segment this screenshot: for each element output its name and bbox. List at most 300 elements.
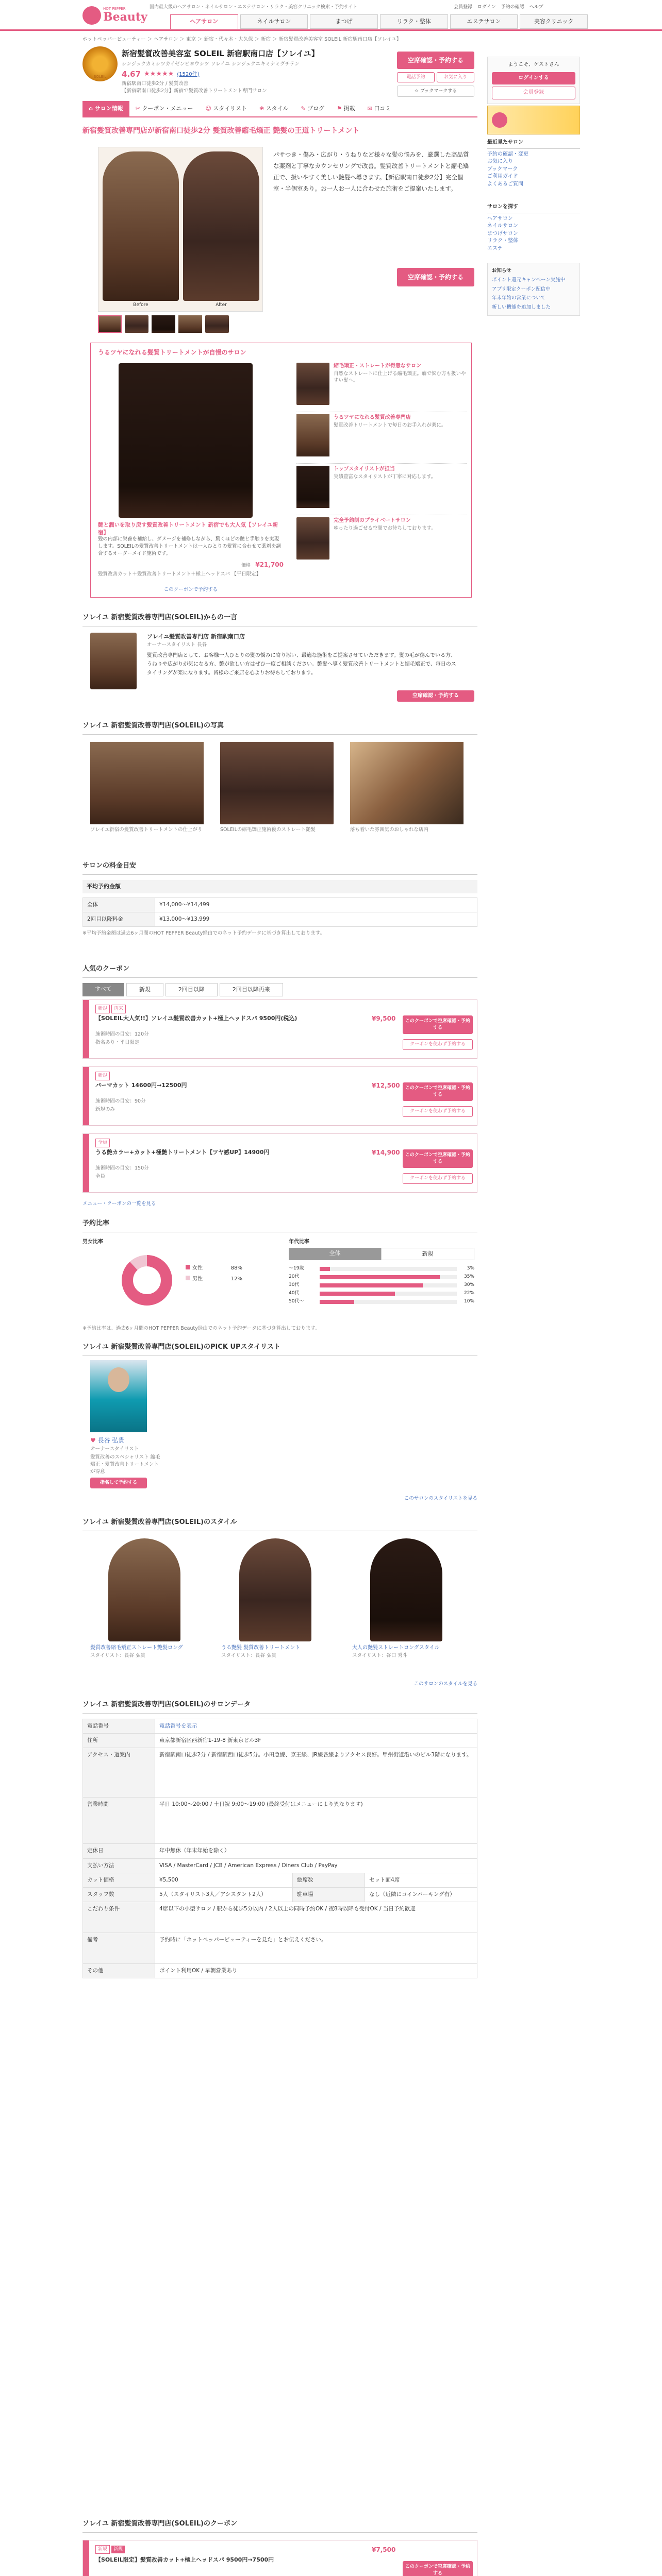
legend-row (186, 1276, 242, 1283)
feature-item[interactable] (296, 361, 467, 412)
price-value: ¥13,000～¥13,999 (155, 912, 477, 927)
coupon-title[interactable]: うる艶カラー+カット+極艶トリートメント【ツヤ感UP】14900円 (95, 1149, 270, 1156)
coupon-card (82, 1066, 477, 1126)
popular-heading: 人気のクーポン (82, 964, 477, 978)
sidebar-recent-title: 最近見たサロン (487, 139, 580, 149)
stylist-head (108, 1367, 129, 1392)
tab-salon-info-label: サロン情報 (94, 105, 123, 112)
gallery-item[interactable] (220, 742, 334, 834)
price-value: ¥14,000～¥14,499 (155, 897, 477, 912)
sidebar-notices (487, 263, 580, 316)
nav-tab-nail[interactable]: ネイルサロン (240, 14, 308, 29)
coupon-stripe (83, 1067, 89, 1125)
table-row (83, 1873, 477, 1887)
coupon-reserve-button[interactable]: このクーポンで空席確認・予約する (403, 1015, 473, 1034)
feature-item-body: 髪質改善トリートメントで毎日のお手入れが楽に。 (334, 422, 446, 428)
data-value: ¥5,500 (155, 1873, 293, 1887)
coupon-price: ¥12,500 (372, 1082, 400, 1089)
style-item[interactable] (221, 1538, 329, 1659)
style-author: スタイリスト：谷口 秀斗 (352, 1652, 408, 1658)
table-row (83, 1719, 477, 1733)
legend-value: 12% (230, 1276, 242, 1282)
age-label: 30代 (289, 1282, 300, 1288)
price-key: 全体 (83, 897, 155, 912)
legend-swatch (186, 1276, 190, 1280)
price-table (82, 897, 477, 927)
sidebar-notice[interactable]: 年末年始の営業について (492, 295, 546, 301)
data-key: 定休日 (83, 1844, 155, 1858)
feature-item-title: 縮毛矯正・ストレートが得意なサロン (334, 363, 421, 369)
logo-text: Beauty (103, 10, 147, 24)
legend-swatch (186, 1265, 190, 1269)
salon-name: 新宿髪質改善美容室 SOLEIL 新宿駅南口店【ソレイユ】 (122, 49, 319, 58)
table-row (83, 912, 477, 927)
popular-section (82, 964, 477, 996)
message-heading: ソレイユ 新宿髪質改善専門店(SOLEIL)からの一言 (82, 613, 477, 626)
age-bar (320, 1292, 395, 1296)
top-link-help[interactable]: ヘルプ (529, 5, 543, 10)
age-value: 3% (467, 1266, 474, 1272)
stylist-desc: 髪質改善のスペシャリスト 縮毛矯正・髪質改善トリートメントが得意 (90, 1454, 160, 1475)
data-key: その他 (83, 1964, 155, 1978)
feature-item[interactable] (296, 464, 467, 515)
coupon-stripe (83, 1134, 89, 1192)
after-label: After (216, 302, 227, 308)
salon-tabs (82, 101, 477, 117)
coupon-reserve-button[interactable]: このクーポンで空席確認・予約する (403, 1149, 473, 1168)
salon-data-table (82, 1719, 477, 1979)
data-value: 東京都新宿区西新宿1-19-8 新東京ビル3F (155, 1734, 477, 1748)
age-value: 35% (464, 1274, 474, 1280)
bookmark-label: ブックマークする (420, 89, 457, 94)
data-key: アクセス・道案内 (83, 1748, 155, 1798)
sidebar-login-button[interactable]: ログインする (492, 72, 575, 85)
gallery-item[interactable] (90, 742, 204, 834)
coupon-tag: 全員 (95, 1139, 110, 1147)
sidebar-notice[interactable]: ポイント還元キャンペーン実施中 (492, 277, 566, 283)
legend-label: 男性 (192, 1276, 203, 1282)
map-icon: ⚑ (337, 105, 344, 112)
data-key: スタッフ数 (83, 1887, 155, 1902)
age-bar (320, 1283, 423, 1287)
data-value: 年中無休（年末年始を除く） (155, 1844, 477, 1858)
tab-coupon-menu[interactable] (129, 101, 200, 116)
age-label: 20代 (289, 1274, 300, 1280)
coupon-cond: 新規のみ (95, 1107, 115, 1112)
styles-heading: ソレイユ 新宿髪質改善専門店(SOLEIL)のスタイル (82, 1518, 477, 1531)
salon-logo-label: SOLEIL (93, 75, 107, 79)
thumbnail[interactable] (152, 315, 175, 333)
coupon-cond: 指名あり・平日限定 (95, 1040, 140, 1045)
age-track (320, 1275, 457, 1279)
coupon-tag: 新規 (111, 2546, 125, 2553)
age-value: 30% (464, 1282, 474, 1288)
all-coupons-section (82, 2519, 477, 2538)
price-heading: サロンの料金目安 (82, 861, 477, 875)
style-photo (370, 1538, 442, 1641)
style-photo (108, 1538, 180, 1641)
tab-coupon-label: クーポン・メニュー (142, 105, 193, 112)
all-coupons-heading: ソレイユ 新宿髪質改善専門店(SOLEIL)のクーポン (82, 2519, 477, 2533)
review-count[interactable]: (1520件) (177, 71, 200, 77)
rating-value: 4.67 (122, 70, 141, 79)
data-value[interactable]: 電話番号を表示 (155, 1719, 477, 1733)
tab-salon-info[interactable] (82, 101, 129, 116)
sidebar-link[interactable]: ご利用ガイド (487, 174, 518, 179)
reserve-button[interactable]: 空席確認・予約する (397, 52, 474, 69)
table-row (83, 1798, 477, 1844)
gallery-item[interactable] (350, 742, 464, 834)
age-track (320, 1292, 457, 1296)
stylist-role: オーナースタイリスト (90, 1446, 139, 1452)
salon-rating (122, 69, 200, 80)
data-value: 5人（スタイリスト3人／アシスタント2人） (155, 1887, 293, 1902)
stylist-icon: ♥ (90, 1437, 98, 1444)
nav-tab-eyelash[interactable]: まつげ (310, 14, 378, 29)
stylist-photo[interactable] (90, 1360, 147, 1432)
age-bar (320, 1300, 354, 1304)
tab-blog[interactable] (294, 101, 330, 116)
thumb-strip (98, 315, 263, 333)
gender-donut (119, 1252, 175, 1309)
feature-item-thumb (296, 363, 329, 405)
table-row (83, 1964, 477, 1978)
data-value: 平日 10:00～20:00 / 土日祝 9:00～19:00 (最終受付はメニューにより異なります) (155, 1798, 477, 1844)
tab-reviews[interactable] (361, 101, 398, 116)
style-item[interactable] (352, 1538, 460, 1659)
nav-tab-clinic[interactable]: 美容クリニック (520, 14, 588, 29)
coupon-alt-button[interactable]: クーポンを使わず予約する (403, 1039, 473, 1050)
thumbnail[interactable] (125, 315, 148, 333)
coupon-alt-button[interactable]: クーポンを使わず予約する (403, 1173, 473, 1184)
feature-photo (119, 363, 253, 518)
person-icon: ☺ (205, 105, 213, 112)
sidebar-notice-title: お知らせ (492, 268, 511, 274)
style-author: スタイリスト：長谷 弘貴 (90, 1652, 146, 1658)
age-bar (320, 1275, 440, 1279)
popular-tabs (82, 983, 477, 996)
age-tab-all[interactable]: 全体 (289, 1248, 381, 1260)
age-row (289, 1281, 474, 1290)
coupon-stripe (83, 1000, 89, 1058)
data-key: 電話番号 (83, 1719, 155, 1733)
styles-more-link[interactable]: このサロンのスタイルを見る (413, 1681, 477, 1687)
feature-item-thumb (296, 414, 329, 456)
salon-name-kana: シンジュクカミシツカイゼンビヨウシツ ソレイユ シンジュクエキミナミグチテン (122, 61, 300, 67)
table-row (83, 897, 477, 912)
feature-item-title: 完全予約制のプライベートサロン (334, 518, 411, 523)
age-label: ～19歳 (289, 1266, 304, 1272)
popular-more-link[interactable]: メニュー・クーポンの一覧を見る (82, 1201, 156, 1207)
gallery-row (90, 742, 472, 834)
coupon-tab-new[interactable]: 新規 (126, 983, 163, 996)
age-value: 10% (464, 1299, 474, 1304)
age-bar (320, 1267, 330, 1271)
table-row (83, 1734, 477, 1748)
stylist-reserve-button[interactable]: 指名して予約する (90, 1478, 147, 1488)
price-section (82, 861, 477, 937)
thumbnail[interactable] (178, 315, 202, 333)
salon-data-section (82, 1700, 477, 1978)
age-track (320, 1267, 457, 1271)
price-value: ¥21,700 (255, 561, 284, 568)
feature-list (296, 361, 467, 567)
coupon-reserve-button[interactable]: このクーポンで空席確認・予約する (403, 1082, 473, 1101)
site-tagline: 国内最大級のヘアサロン・ネイルサロン・エステサロン・リラク・美容クリニック検索・予約サイト (150, 5, 358, 10)
stylist-name[interactable] (90, 1436, 124, 1445)
sidebar-link[interactable]: 予約の確認・変更 (487, 151, 528, 157)
coupon-tab-repeat2[interactable]: 2回目以降再来 (220, 983, 283, 996)
age-tab-new[interactable]: 新規 (381, 1248, 474, 1260)
style-title: うる艶髪 髪質改善トリートメント (221, 1645, 301, 1651)
tab-blog-label: ブログ (307, 105, 325, 112)
age-row (289, 1273, 474, 1281)
age-label: 50代～ (289, 1299, 304, 1304)
tab-style[interactable] (253, 101, 295, 116)
gallery-photo (350, 742, 464, 824)
message-reserve-button[interactable]: 空席確認・予約する (397, 690, 474, 702)
gallery-photo (90, 742, 204, 824)
coupon-card (82, 2540, 477, 2576)
gender-title: 男女比率 (82, 1239, 103, 1245)
category-nav (170, 14, 588, 29)
stats-note: ※予約比率は、過去6ヶ月間のHOT PEPPER Beauty経由でのネット予約データに基づき算出しております。 (82, 1326, 320, 1331)
age-bars (289, 1265, 474, 1306)
sidebar-search-link[interactable]: まつげサロン (487, 230, 518, 236)
stylist-heading: ソレイユ 新宿髪質改善専門店(SOLEIL)のPICK UPスタイリスト (82, 1343, 477, 1356)
data-key: 支払い方法 (83, 1858, 155, 1873)
style-title: 大人の艶髪ストレートロングスタイル (352, 1645, 440, 1651)
sidebar-search-link[interactable]: エステ (487, 245, 503, 251)
tab-stylist[interactable] (199, 101, 253, 116)
blog-icon: ✎ (301, 105, 308, 112)
salon-address-note: 【新宿駅南口徒歩2分】新宿で髪質改善トリートメント専門サロン (122, 88, 267, 94)
style-title: 髪質改善縮毛矯正ストレート艶髪ロング (90, 1645, 183, 1651)
gallery-caption: SOLEILの縮毛矯正施術後のストレート艶髪 (220, 827, 316, 833)
coupon-stripe (83, 2540, 89, 2576)
sidebar-search-link[interactable]: リラク・整体 (487, 238, 518, 244)
home-icon: ⌂ (89, 105, 95, 112)
feature-item-body: 実績豊富なスタイリストが丁寧に対応します。 (334, 473, 436, 480)
sidebar-links (487, 139, 580, 188)
sidebar-notice[interactable]: 新しい機能を追加しました (492, 304, 551, 311)
table-row (83, 1858, 477, 1873)
feature-body: 髪の内部に栄養を補給し、ダメージを補修しながら、驚くほどの艶と手触りを実現します。SOLEILの髪質改善トリートメントは一人ひとりの髪質に合わせて薬剤を調合するオーダーメイド施術です。 (98, 536, 282, 556)
message-author-sub: オーナースタイリスト 長谷 (147, 642, 207, 648)
coupon-reserve-button[interactable]: このクーポンで空席確認・予約する (403, 2561, 473, 2576)
main-photo (98, 147, 263, 312)
top-links (454, 4, 588, 11)
price-key: 2回目以降料金 (83, 912, 155, 927)
feature-more-link[interactable]: このクーポンで予約する (163, 587, 218, 592)
sidebar-search-title: サロンを探す (487, 204, 580, 213)
table-row (83, 1902, 477, 1933)
salon-logo (82, 46, 118, 81)
age-track (320, 1283, 457, 1287)
favorite-button[interactable]: お気に入り (437, 72, 474, 82)
sidebar-search-link[interactable]: ヘアサロン (487, 215, 513, 222)
price-subheading: 平均予約金額 (82, 880, 477, 893)
coupon-alt-button[interactable]: クーポンを使わず予約する (403, 1106, 473, 1117)
top-link-reservations[interactable]: 予約の確認 (501, 5, 524, 10)
coupon-icon: ✂ (135, 105, 142, 112)
site-logo[interactable] (82, 6, 147, 27)
feature-item-body: ゆったり過ごせる空間でお待ちしております。 (334, 525, 436, 531)
data-value: 新宿駅南口徒歩2分 / 新宿駅西口徒歩5分。小田急線、京王線、JR線各線よりアクセス良好。甲州街道沿いのビル3階になります。 (155, 1748, 477, 1798)
age-row (289, 1265, 474, 1273)
style-item[interactable] (90, 1538, 198, 1659)
gallery-caption: ソレイユ新宿の髪質改善トリートメントの仕上がり (90, 827, 203, 833)
data-value: ポイント利用OK / 早朝営業あり (155, 1964, 477, 1978)
coupon-tab-all[interactable]: すべて (82, 983, 124, 996)
coupon-tag: 新規 (95, 1072, 110, 1080)
feature-note: 髪質改善カット＋髪質改善トリートメント＋極上ヘッドスパ 【平日限定】 (98, 571, 261, 577)
feature-title: うるツヤになれる髪質トリートメントが自慢のサロン (98, 349, 246, 356)
intro-text: パサつき・傷み・広がり・うねりなど様々な髪の悩みを、厳選した高品質な薬剤と丁寧なカウンセリングで改善。髪質改善トリートメントと縮毛矯正で、扱いやすく美しい艶髪へ導きます。【新宿駅南口徒歩2分】完全個室・半個室あり。お一人お一人に合わせた施術をご提案いたします。 (273, 151, 469, 192)
feature-item[interactable] (296, 515, 467, 567)
sidebar-account (487, 57, 580, 104)
coupon-tag: 新規 (95, 2545, 110, 2554)
tab-reviews-label: 口コミ (374, 105, 391, 112)
table-row (83, 1933, 477, 1964)
data-key: 住所 (83, 1734, 155, 1748)
breadcrumb[interactable]: ホットペッパービューティー ＞ ヘアサロン ＞ 東京 ＞ 新宿・代々木・大久保 ＞ 新宿 ＞ 新宿髪質改善美容室 SOLEIL 新宿駅南口店【ソレイユ】 (82, 37, 402, 42)
coupon-meta: 施術時間の目安：90分 (95, 1098, 146, 1104)
coupon-tag: 再来 (111, 1005, 126, 1013)
before-photo (103, 151, 179, 301)
data-key: カット価格 (83, 1873, 155, 1887)
tab-map[interactable] (330, 101, 361, 116)
data-value: なし（近隣にコインパーキング有） (365, 1887, 477, 1902)
sidebar-search (487, 204, 580, 252)
coupon-price: ¥7,500 (372, 2546, 396, 2553)
coupon-price: ¥14,900 (372, 1149, 400, 1156)
nav-tab-esthe[interactable]: エステサロン (450, 14, 518, 29)
table-row (83, 1748, 477, 1798)
table-row (83, 1844, 477, 1858)
tab-map-label: 掲載 (343, 105, 355, 112)
data-value: セット面4席 (365, 1873, 477, 1887)
header-actions (397, 72, 474, 82)
legend-label: 女性 (192, 1265, 203, 1271)
coupon-title[interactable]: 【SOLEIL限定】髪質改善カット+極上ヘッドスパ 9500円→7500円 (95, 2556, 274, 2563)
sidebar-search-link[interactable]: ネイルサロン (487, 223, 518, 229)
nav-tab-relax[interactable]: リラク・整体 (380, 14, 448, 29)
feature-price (217, 561, 284, 569)
data-value: 予約時に「ホットペッパービューティーを見た」とお伝えください。 (155, 1933, 477, 1964)
data-key: 駐車場 (292, 1887, 365, 1902)
styles-row (90, 1538, 472, 1659)
coupon-meta: 施術時間の目安：150分 (95, 1165, 149, 1171)
data-key: こだわり条件 (83, 1902, 155, 1933)
feature-item-title: トップスタイリストが担当 (334, 466, 395, 472)
sidebar-banner[interactable] (487, 106, 580, 134)
gallery-heading: ソレイユ 新宿髪質改善専門店(SOLEIL)の写真 (82, 721, 477, 735)
salon-data-heading: ソレイユ 新宿髪質改善専門店(SOLEIL)のサロンデータ (82, 1700, 477, 1714)
feature-item[interactable] (296, 412, 467, 464)
data-key: 備考 (83, 1933, 155, 1964)
feature-item-title: うるツヤになれる髪質改善専門店 (334, 415, 411, 420)
data-key: 営業時間 (83, 1798, 155, 1844)
before-label: Before (133, 302, 148, 308)
bookmark-button[interactable] (397, 86, 474, 97)
rating-stars: ★★★★★ (144, 70, 174, 78)
stats-section (82, 1219, 477, 1238)
age-track (320, 1300, 457, 1304)
age-row (289, 1298, 474, 1306)
coupon-card (82, 999, 477, 1059)
feature-item-thumb (296, 466, 329, 508)
data-key: 総席数 (292, 1873, 365, 1887)
gallery-photo (220, 742, 334, 824)
message-text: 髪質改善専門店として、お客様一人ひとりの髪の悩みに寄り添い、最適な施術をご提案させていただきます。髪の毛が傷んでいる方、うねりや広がりが気になる方、艶が欲しい方はぜひ一度ご相談ください。艶髪へ導く髪質改善トリートメントと縮毛矯正で、毎日のスタイリングが楽になります。皆様のご来店を心よりお待ちしております。 (147, 653, 456, 676)
phone-button[interactable]: 電話予約 (397, 72, 435, 82)
review-icon: ✉ (367, 105, 374, 112)
coupon-price: ¥9,500 (372, 1015, 396, 1022)
feature-subtitle: 艶と潤いを取り戻す髪質改善トリートメント 新宿でも大人気【ソレイユ新宿】 (98, 522, 278, 536)
age-label: 40代 (289, 1291, 300, 1296)
sidebar-link[interactable]: ブックマーク (487, 166, 518, 172)
style-photo (239, 1538, 311, 1641)
style-author: スタイリスト：長谷 弘貴 (221, 1652, 277, 1658)
sidebar-greeting: ようこそ、ゲストさん (508, 62, 559, 67)
styles-section (82, 1518, 477, 1536)
thumbnail[interactable] (205, 315, 229, 333)
coupon-meta: 施術時間の目安：120分 (95, 1031, 149, 1037)
catch-copy: 新宿髪質改善専門店が新宿南口徒歩2分 髪質改善縮毛矯正 艶髪の王道トリートメント (82, 127, 360, 135)
coupon-cond: 全員 (95, 1174, 106, 1179)
sidebar-register-button[interactable]: 会員登録 (492, 87, 575, 99)
coupon-tab-repeat[interactable]: 2回目以降 (166, 983, 218, 996)
coupon-tag: 新規 (95, 1005, 110, 1013)
age-value: 22% (464, 1291, 474, 1296)
top-link-register[interactable]: 会員登録 (454, 5, 473, 10)
sidebar-notice[interactable]: アプリ限定クーポン配信中 (492, 286, 551, 292)
stylist-more-link[interactable]: このサロンのスタイリストを見る (404, 1496, 477, 1501)
message-author: ソレイユ髪質改善専門店 新宿駅南口店 (147, 633, 245, 640)
top-link-login[interactable]: ログイン (477, 5, 496, 10)
stylist-section (82, 1343, 477, 1361)
nav-tab-hair[interactable]: ヘアサロン (170, 14, 238, 29)
data-value: VISA / MasterCard / JCB / American Express / Diners Club / PayPay (155, 1858, 477, 1873)
stylist-name-text: 長谷 弘貴 (97, 1437, 125, 1444)
sidebar-link[interactable]: お気に入り (487, 159, 513, 164)
age-tabs (289, 1248, 474, 1260)
price-note: ※平均予約金額は過去6ヶ月間のHOT PEPPER Beauty経由でのネット予約データに基づき算出しております。 (82, 930, 325, 937)
data-value: 4席以下の小型サロン / 駅から徒歩5分以内 / 2人以上の同時予約OK / 夜8時以降も受付OK / 当日予約歓迎 (155, 1902, 477, 1933)
banner-icon (492, 112, 507, 128)
stats-heading: 予約比率 (82, 1219, 477, 1232)
thumbnail[interactable] (98, 315, 122, 333)
legend-row (186, 1265, 242, 1273)
coupon-title[interactable]: パーマカット 14600円→12500円 (95, 1082, 187, 1089)
gender-legend (186, 1265, 242, 1283)
legend-value: 88% (230, 1265, 242, 1271)
after-photo (183, 151, 259, 301)
gallery-caption: 落ち着いた雰囲気のおしゃれな店内 (350, 827, 429, 833)
coupon-card (82, 1133, 477, 1193)
reserve-button-large[interactable]: 空席確認・予約する (397, 268, 474, 286)
salon-address: 新宿駅南口徒歩2分 / 髪質改善 (122, 81, 189, 87)
logo-sub: HOT PEPPER (103, 7, 126, 11)
price-label: 価格 (241, 563, 251, 568)
feature-item-body: 自然なストレートに仕上げる縮毛矯正。癖で悩む方も扱いやすい髪へ。 (334, 370, 466, 384)
coupon-title[interactable]: 【SOLEIL大人気!!】ソレイユ髪質改善カット+極上ヘッドスパ 9500円(税込) (95, 1015, 297, 1022)
tab-stylist-label: スタイリスト (213, 105, 247, 112)
age-title: 年代比率 (289, 1239, 309, 1245)
style-icon: ❀ (259, 105, 266, 112)
sidebar-link[interactable]: よくあるご質問 (487, 181, 523, 187)
